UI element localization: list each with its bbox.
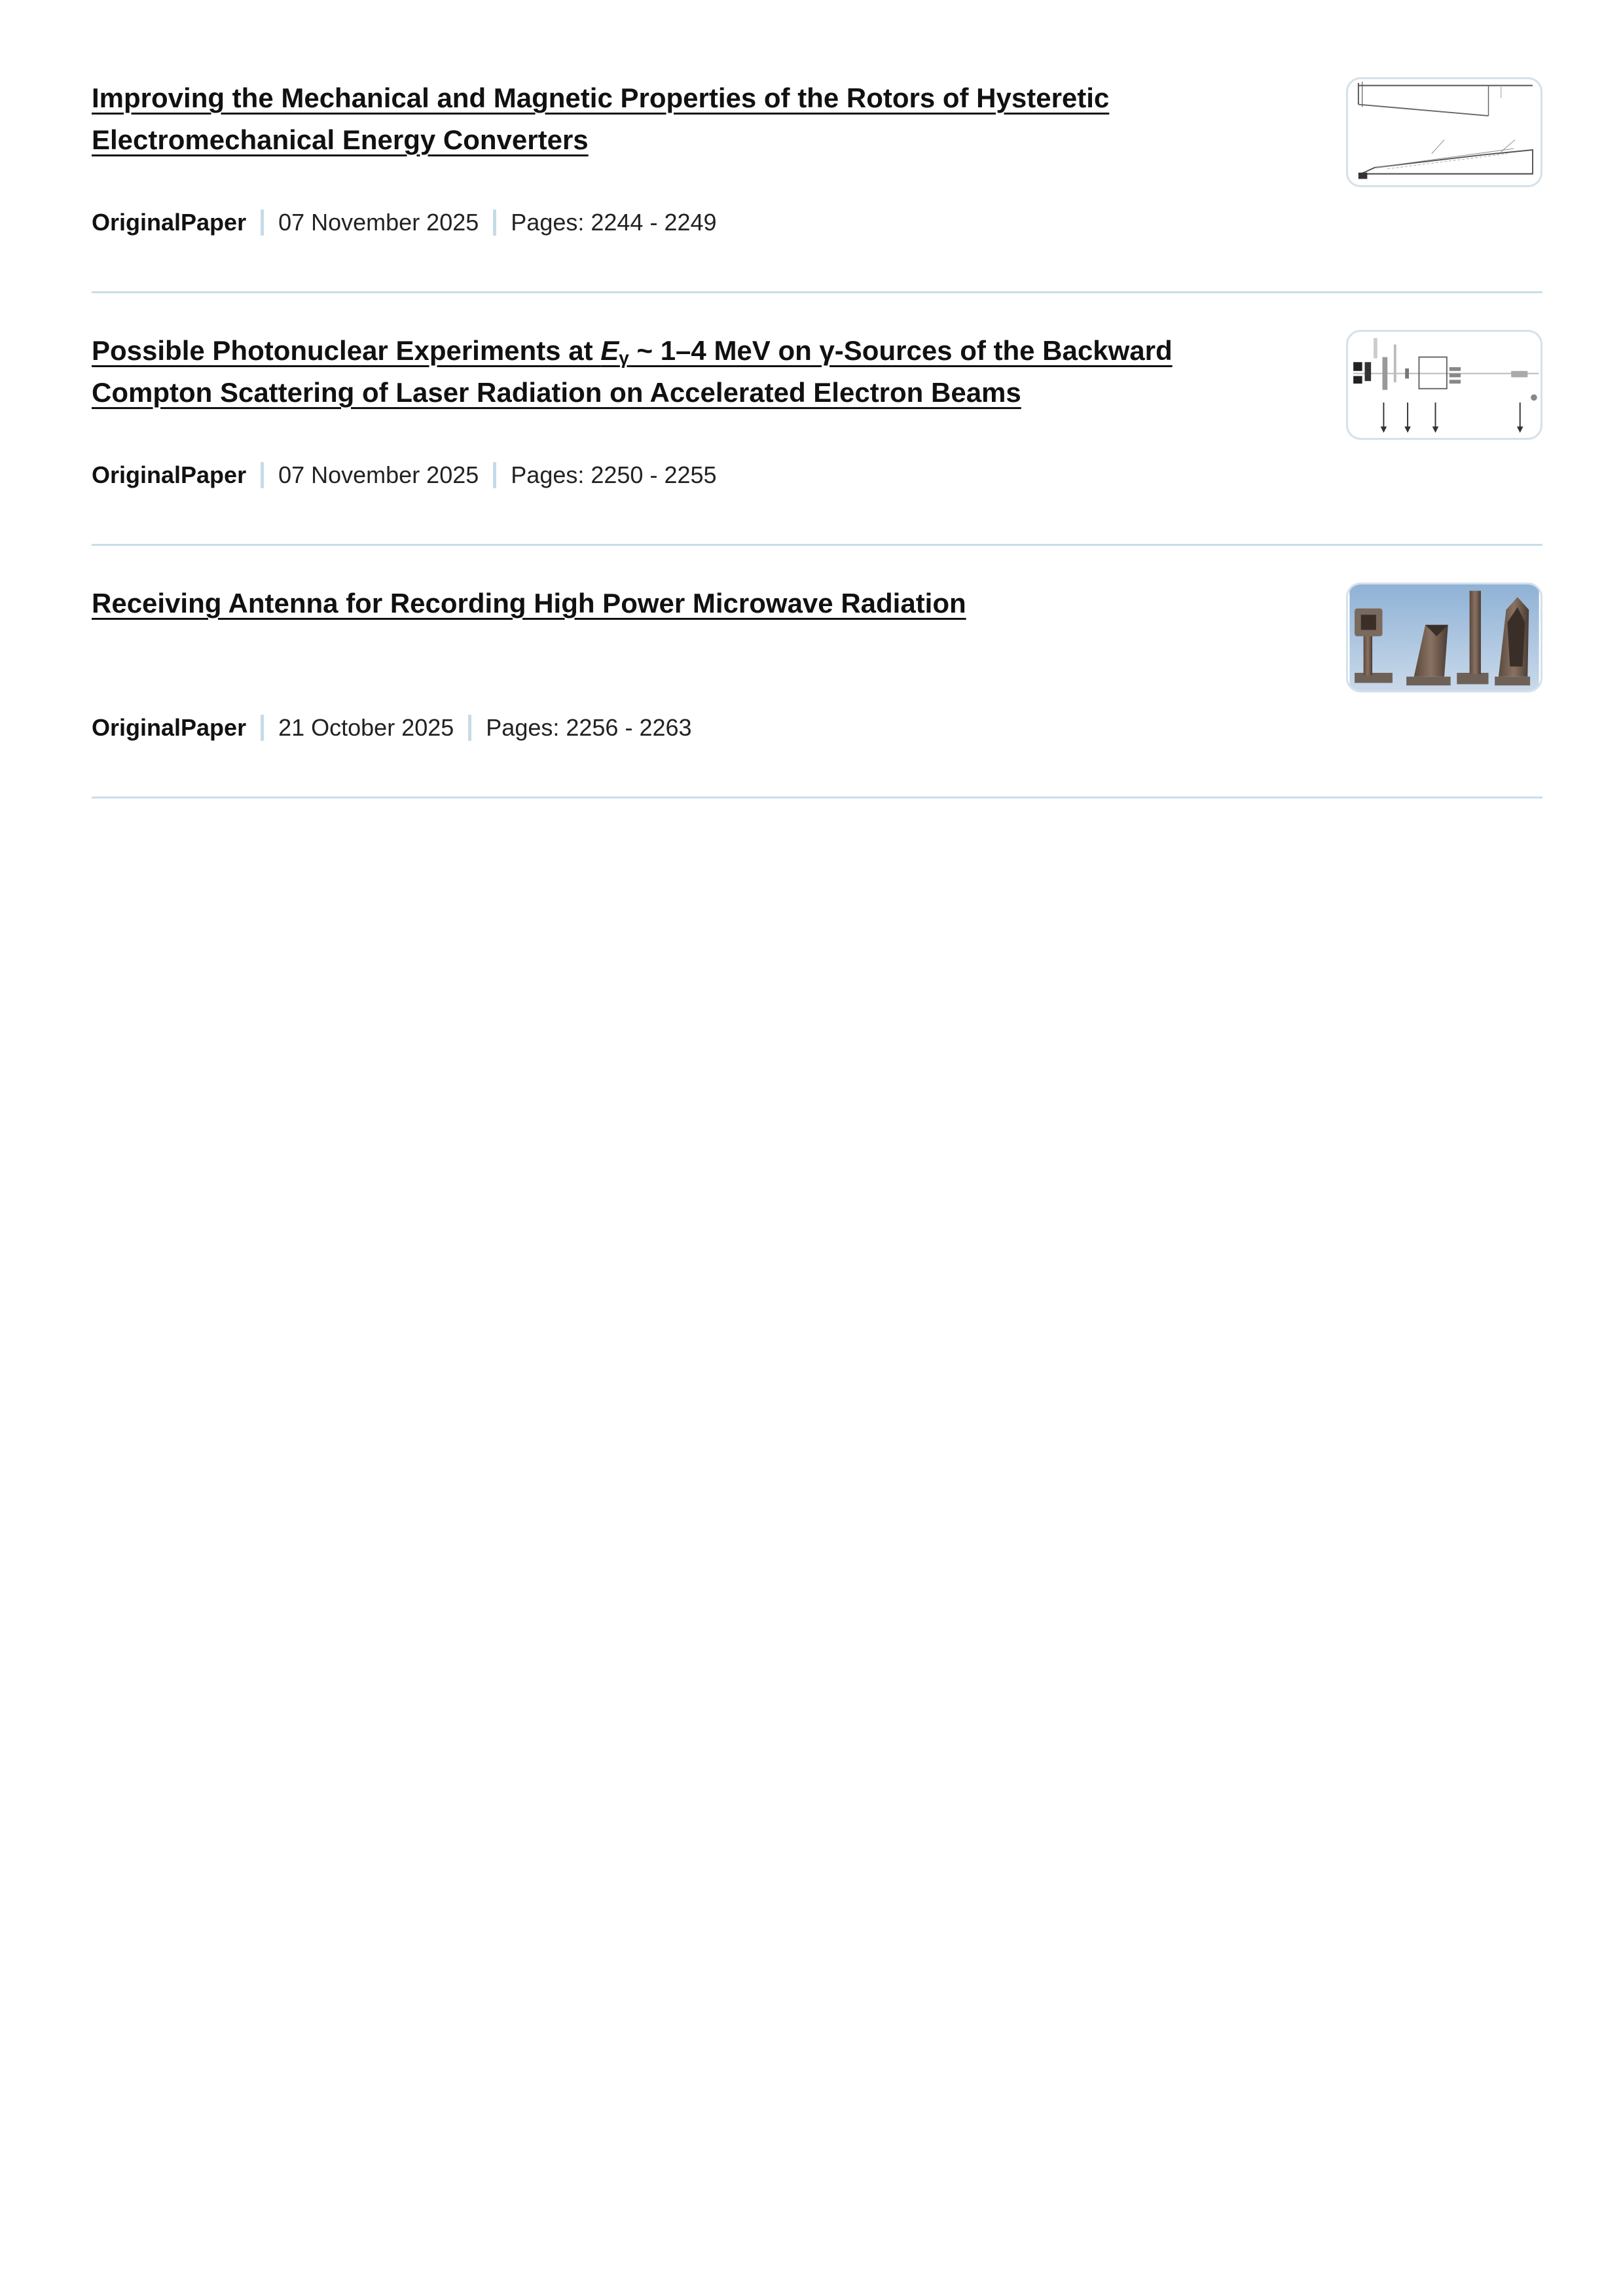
article-title-wrap xyxy=(92,330,1270,414)
article-list xyxy=(92,77,1542,798)
meta-separator xyxy=(261,462,264,488)
antenna-photo-thumbnail[interactable] xyxy=(1346,583,1542,692)
publication-date: 07 November 2025 xyxy=(278,209,479,236)
page-range: Pages: 2256 - 2263 xyxy=(486,714,692,741)
meta-separator xyxy=(493,462,496,488)
experiment-schematic-thumbnail[interactable] xyxy=(1346,330,1542,440)
article-title-wrap xyxy=(92,77,1270,161)
meta-separator xyxy=(261,715,264,741)
content-type-label: OriginalPaper xyxy=(92,714,247,741)
publication-date: 07 November 2025 xyxy=(278,461,479,488)
gamma-subscript: γ xyxy=(619,348,629,368)
article-item xyxy=(92,330,1542,546)
article-title-link[interactable]: Receiving Antenna for Recording High Power Microwave Radiation xyxy=(92,588,966,619)
content-type-label: OriginalPaper xyxy=(92,461,247,488)
page-range: Pages: 2244 - 2249 xyxy=(511,209,717,236)
article-title-wrap xyxy=(92,583,1270,624)
article-title-part: Possible Photonuclear Experiments at xyxy=(92,335,601,366)
article-meta xyxy=(92,461,717,490)
article-item xyxy=(92,583,1542,798)
antenna-photo-icon xyxy=(1348,584,1541,691)
article-item xyxy=(92,77,1542,293)
article-meta xyxy=(92,713,692,742)
experiment-schematic-icon xyxy=(1348,332,1541,438)
article-title-link[interactable]: Improving the Mechanical and Magnetic Properties of the Rotors of Hysteretic Electromechanical Energy Converters xyxy=(92,82,1110,155)
article-title-link[interactable] xyxy=(92,335,1173,408)
rotor-drawing-icon xyxy=(1348,79,1541,185)
publication-date: 21 October 2025 xyxy=(278,714,454,741)
article-meta xyxy=(92,208,717,237)
meta-separator xyxy=(493,209,496,236)
meta-separator xyxy=(468,715,471,741)
energy-symbol: E xyxy=(600,335,619,366)
article-title-part: ~ 1–4 MeV on γ-Sources of the Backward Compton Scattering of Laser Radiation on Accelerated Electron Beams xyxy=(92,335,1173,408)
rotor-drawing-thumbnail[interactable] xyxy=(1346,77,1542,187)
content-type-label: OriginalPaper xyxy=(92,209,247,236)
meta-separator xyxy=(261,209,264,236)
page-range: Pages: 2250 - 2255 xyxy=(511,461,717,488)
